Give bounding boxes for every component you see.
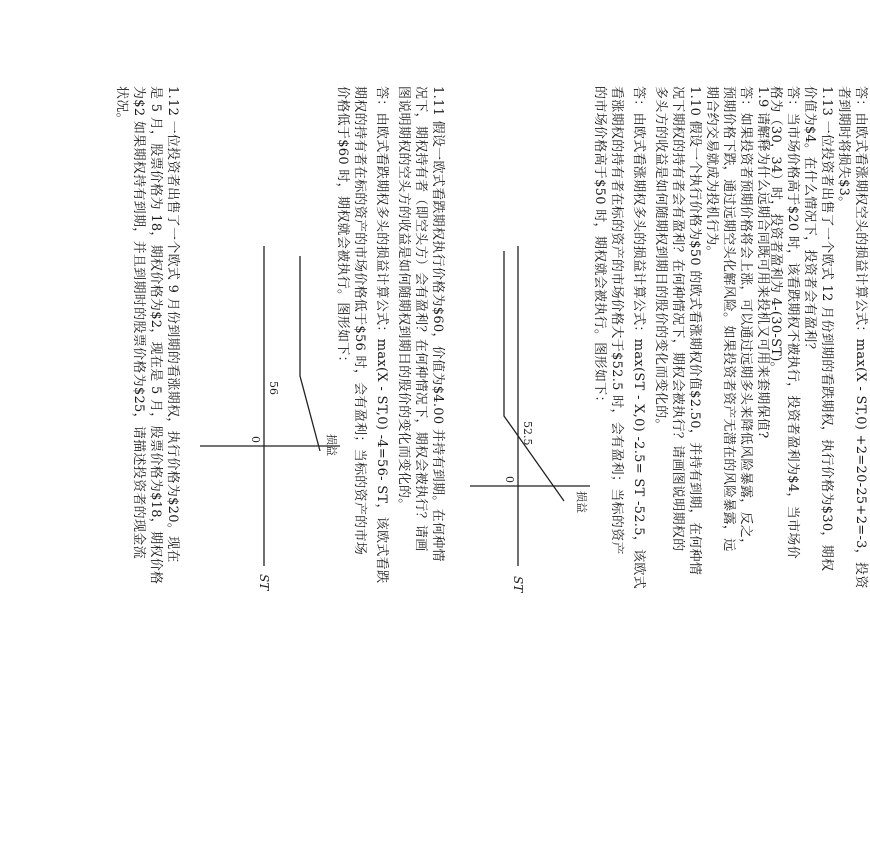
text-line: 格为（30，34）时，投资者盈利为 4-(30-ST)。 (768, 86, 783, 375)
text-line: 多头方的收益是如何随期权到期日的股价的变化而变化的。 (653, 86, 668, 432)
payoff-line (300, 256, 320, 451)
text-line: 1.12 一位投资者出售了一个欧式 9 月份到期的看涨期权，执行价格为$20。现在 (165, 86, 180, 563)
y-axis-label: 损益 (325, 434, 338, 456)
text-line: 答：由欧式看跌期权多头的损益计算公式：max(X - ST,0) -4=56- ST，该欧式看跌 (374, 86, 389, 584)
text-line: 状况。 (114, 86, 129, 126)
x-axis-label: ST (257, 574, 271, 591)
origin-label: 0 (249, 436, 262, 443)
breakeven-label: 56 (267, 381, 280, 395)
text-line: 答：由欧式看涨期权多头的损益计算公式：max(ST - X,0) -2.5= ST -52.5，该欧式 (631, 86, 646, 590)
text-line: 答：由欧式看涨期权空头的损益计算公式：max(X - ST,0) +2=20-25+2=-3，投资 (853, 86, 868, 589)
call-payoff-graph (460, 236, 590, 636)
text-line: 1.13 一位投资者出售了一个欧式 12 月份到期的看跌期权，执行价格为$30，期权 (819, 86, 834, 572)
text-line: 预期价格下跌，通过远期空头化解风险。如果投资者资产无潜在的风险暴露，远 (721, 86, 736, 552)
text-line: 期合约交易就成为投机行为。 (704, 86, 719, 259)
x-axis-label: ST (511, 576, 525, 593)
text-line: 1.11 假设一欧式看跌期权执行价格为$60，价值为$4.00 并持有到期。在何种情 (430, 86, 445, 562)
text-line: 价格低于$60 时，期权就会被执行。图形如下： (335, 86, 350, 369)
text-line: 况下期权的持有者会有盈利？在何种情况下，期权会被执行？请画图说明期权的 (670, 86, 685, 552)
text-line: 答：如果投资者预期价格将会上涨，可以通过远期多头来降低风险暴露，反之， (738, 86, 753, 552)
text-line: 是 5 月，股票价格为 18，期权价格为$2，现在是 5 月，股票价格为$18，期权价格 (148, 86, 163, 585)
text-line: 价值为$4。在什么情况下，投资者会有盈利？ (802, 86, 817, 356)
text-line: 况下，期权持有者（即空头方）会有盈利？在何种情况下，期权会被执行？请画 (413, 86, 428, 552)
text-line: 期权的持有者在标的资产的市场价格低于$56 时，会有盈利；当标的资产的市场 (352, 86, 367, 556)
text-line: 1.9 请解释为什么远期合同既可用来投机又可用来套期保值? (755, 86, 770, 439)
text-line: 答：当市场价格高于$20 时，该看跌期权不被执行，投资者盈利为$4，当市场价 (785, 86, 800, 559)
put-payoff-graph (190, 236, 340, 636)
y-axis-label: 损益 (575, 491, 588, 513)
breakeven-label: 52.5 (521, 421, 534, 446)
origin-label: 0 (503, 476, 516, 483)
payoff-line (504, 251, 564, 501)
text-line: 为$2 如果期权持有到期，并且到期时的股票价格为$25，请描述投资者的现金流 (131, 86, 146, 559)
text-line: 图说明期权的空头方的收益是如何随期权到期日的股价的变化而变化的。 (396, 86, 411, 512)
text-line: 的市场价格高于$50 时，期权就会被执行。图形如下： (592, 86, 607, 409)
text-line: 者到期时将损失$3。 (836, 86, 851, 210)
rotated-content (100, 86, 770, 806)
rotated-content-tail (768, 86, 868, 756)
text-line: 1.10 假设一个执行价格为$50 的欧式看涨期权价值$2.50，并持有到期，在何种情 (687, 86, 702, 576)
text-line: 看涨期权的持有者在标的资产的市场价格大于$52.5 时，会有盈利；当标的资产 (609, 86, 624, 555)
